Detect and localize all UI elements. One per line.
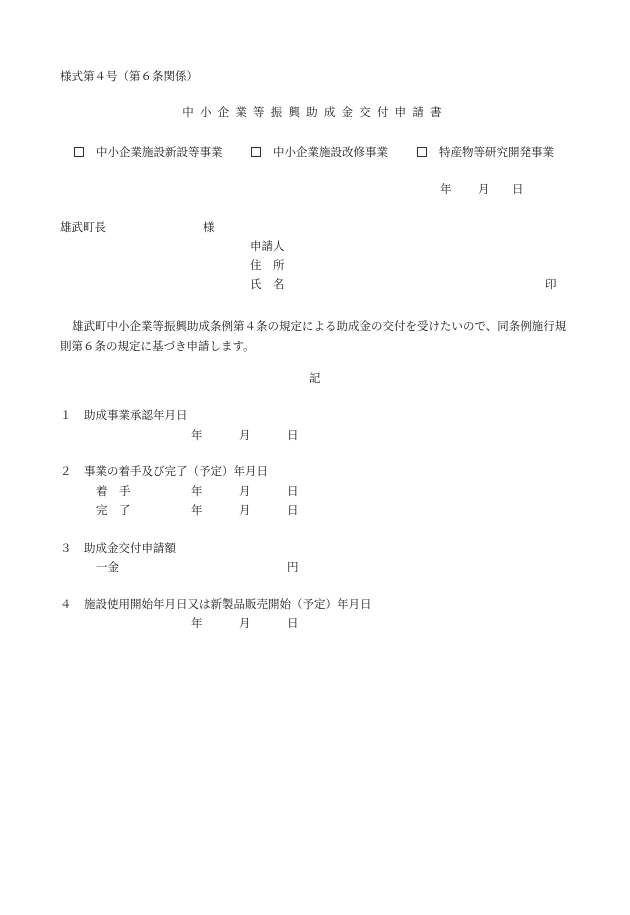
item1-month: 月 — [239, 428, 251, 442]
item3-unit: 円 — [287, 560, 299, 574]
applicant-name-label: 氏 名 — [250, 277, 285, 291]
item3-number: ３ — [60, 541, 72, 555]
seal-mark: 印 — [545, 277, 557, 291]
item2-end-label: 完 了 — [96, 503, 131, 517]
item2-start-year: 年 — [191, 484, 203, 498]
form-number: 様式第４号（第６条関係） — [60, 69, 198, 83]
applicant-address-label: 住 所 — [250, 258, 285, 272]
item4-number: ４ — [60, 597, 72, 611]
item2-end-month: 月 — [239, 503, 251, 517]
date-month: 月 — [478, 182, 490, 196]
item1-label: 助成事業承認年月日 — [84, 408, 188, 422]
category-label: 中小企業施設改修事業 — [273, 145, 388, 159]
checkbox-icon[interactable] — [74, 147, 84, 157]
ki-heading: 記 — [309, 371, 321, 385]
category-label: 中小企業施設新設等事業 — [96, 145, 223, 159]
item2-label: 事業の着手及び完了（予定）年月日 — [84, 464, 268, 478]
item3-prefix: 一金 — [96, 560, 119, 574]
item1-year: 年 — [191, 428, 203, 442]
item4-label: 施設使用開始年月日又は新製品販売開始（予定）年月日 — [84, 597, 372, 611]
checkbox-icon[interactable] — [251, 147, 261, 157]
item2-number: ２ — [60, 464, 72, 478]
date-day: 日 — [512, 182, 524, 196]
category-label: 特産物等研究開発事業 — [439, 145, 554, 159]
checkbox-icon[interactable] — [417, 147, 427, 157]
item1-number: １ — [60, 408, 72, 422]
category-new-facility[interactable] — [74, 145, 223, 159]
applicant-heading: 申請人 — [250, 239, 285, 253]
item2-end-year: 年 — [191, 503, 203, 517]
category-renovation[interactable] — [251, 145, 388, 159]
item2-start-month: 月 — [239, 484, 251, 498]
application-statement: 雄武町中小企業等振興助成条例第４条の規定による助成金の交付を受けたいので、同条例施行規則第６条の規定に基づき申請します。 — [60, 319, 567, 353]
item3-label: 助成金交付申請額 — [84, 541, 176, 555]
category-research[interactable] — [417, 145, 554, 159]
item2-start-day: 日 — [287, 484, 299, 498]
item4-day: 日 — [287, 616, 299, 630]
item2-end-day: 日 — [287, 503, 299, 517]
item1-day: 日 — [287, 428, 299, 442]
item4-year: 年 — [191, 616, 203, 630]
item4-month: 月 — [239, 616, 251, 630]
page-title: 中小企業等振興助成金交付申請書 — [182, 105, 448, 119]
item2-start-label: 着 手 — [96, 484, 131, 498]
date-year: 年 — [440, 182, 452, 196]
addressee-name: 雄武町長 — [60, 220, 106, 234]
addressee-honorific: 様 — [203, 220, 215, 234]
